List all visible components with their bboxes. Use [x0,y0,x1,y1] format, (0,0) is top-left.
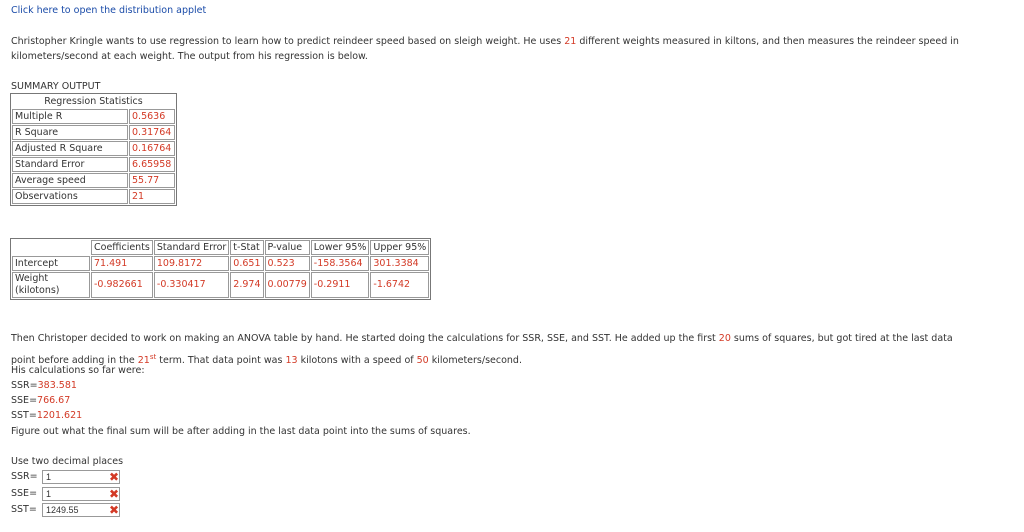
anova-text-1b: sums of squares, but got tired at the last data [730,333,953,344]
sst-answer-label: SST= [11,504,37,515]
anova-text-1a: Then Christoper decided to work on making an ANOVA table by hand. He started doing the calculations for SSR, SSE, and SST. He added up the first [11,333,719,344]
ssr-answer-label: SSR= [11,471,38,482]
table-row [12,173,175,188]
table-cell: 0.523 [265,256,310,271]
sst-answer-row [11,503,120,517]
sst-partial-value: 1201.621 [36,410,83,421]
row-label: Weight (kilotons) [12,272,90,298]
stat-value: 21 [129,189,175,204]
task-instruction: Figure out what the final sum will be after adding in the last data point into the sums of squares. [11,426,471,437]
ssr-answer-row [11,470,120,484]
stat-label: Standard Error [12,157,128,172]
stat-label: R Square [12,125,128,140]
ssr-partial-value: 383.581 [37,380,77,391]
sse-partial [11,395,70,406]
column-header: t-Stat [230,240,263,255]
table-cell: 0.00779 [265,272,310,298]
stat-label: Observations [12,189,128,204]
anova-line-1 [11,331,953,347]
stat-value: 0.31764 [129,125,175,140]
column-header: Standard Error [154,240,229,255]
stat-label: Adjusted R Square [12,141,128,156]
ordinal-number: 21 [137,355,150,367]
anova-text-2d: kilometers/second. [428,355,522,367]
ordinal-suffix: st [149,353,157,361]
distribution-applet-link[interactable]: Click here to open the distribution applet [11,5,207,16]
stat-value: 6.65958 [129,157,175,172]
calculations-intro: His calculations so far were: [11,365,145,376]
sse-partial-label: SSE= [11,395,38,406]
anova-text-2b: term. That data point was [156,355,286,367]
table-cell: -0.982661 [91,272,153,298]
table-cell: 109.8172 [154,256,229,271]
incorrect-x-icon: ✖ [109,487,120,501]
table-cell: -0.2911 [311,272,370,298]
column-header: Coefficients [91,240,153,255]
table-cell: -0.330417 [154,272,229,298]
row-label: Intercept [12,256,90,271]
empty-header-cell [12,240,90,255]
intro-line-2: kilometers/second at each weight. The output from his regression is below. [11,51,368,62]
table-cell: -158.3564 [311,256,370,271]
column-header: P-value [265,240,310,255]
point-weight: 13 [285,355,298,367]
stat-value: 0.16764 [129,141,175,156]
incorrect-x-icon: ✖ [109,503,120,517]
incorrect-x-icon: ✖ [109,470,120,484]
sst-partial [11,410,82,421]
intro-line-1 [11,34,959,50]
table-row [12,189,175,204]
table-row [12,109,175,124]
table-row [12,256,429,271]
table-row [12,125,175,140]
stat-label: Multiple R [12,109,128,124]
ssr-partial [11,380,77,391]
intro-text-2: different weights measured in kiltons, and then measures the reindeer speed in [576,36,959,47]
intro-text-1: Christopher Kringle wants to use regression to learn how to predict reindeer speed based on sleigh weight. He uses [11,36,565,47]
point-speed: 50 [416,355,429,367]
sse-partial-value: 766.67 [37,395,71,406]
table-row [12,157,175,172]
stat-label: Average speed [12,173,128,188]
coefficients-table [10,238,431,300]
sse-answer-row [11,487,120,501]
anova-text-2c: kilotons with a speed of [297,355,417,367]
column-header: Upper 95% [370,240,429,255]
table-row [12,272,429,298]
column-header: Lower 95% [311,240,370,255]
table-cell: 0.651 [230,256,263,271]
first-count: 20 [718,333,731,344]
stat-value: 0.5636 [129,109,175,124]
regression-statistics-table [10,93,177,206]
table-row [12,141,175,156]
table-cell: -1.6742 [370,272,429,298]
summary-output-title: SUMMARY OUTPUT [11,81,101,92]
sst-partial-label: SST= [11,410,37,421]
table-header-row [12,240,429,255]
sse-answer-label: SSE= [11,488,38,499]
stat-value: 55.77 [129,173,175,188]
regression-statistics-header: Regression Statistics [44,96,143,107]
anova-text-2a: point before adding in the [11,355,138,367]
table-cell: 2.974 [230,272,263,298]
weights-count: 21 [564,36,577,47]
table-cell: 71.491 [91,256,153,271]
ssr-partial-label: SSR= [11,380,38,391]
decimal-instruction: Use two decimal places [11,456,124,467]
table-cell: 301.3384 [370,256,429,271]
table-header-row [12,95,175,108]
